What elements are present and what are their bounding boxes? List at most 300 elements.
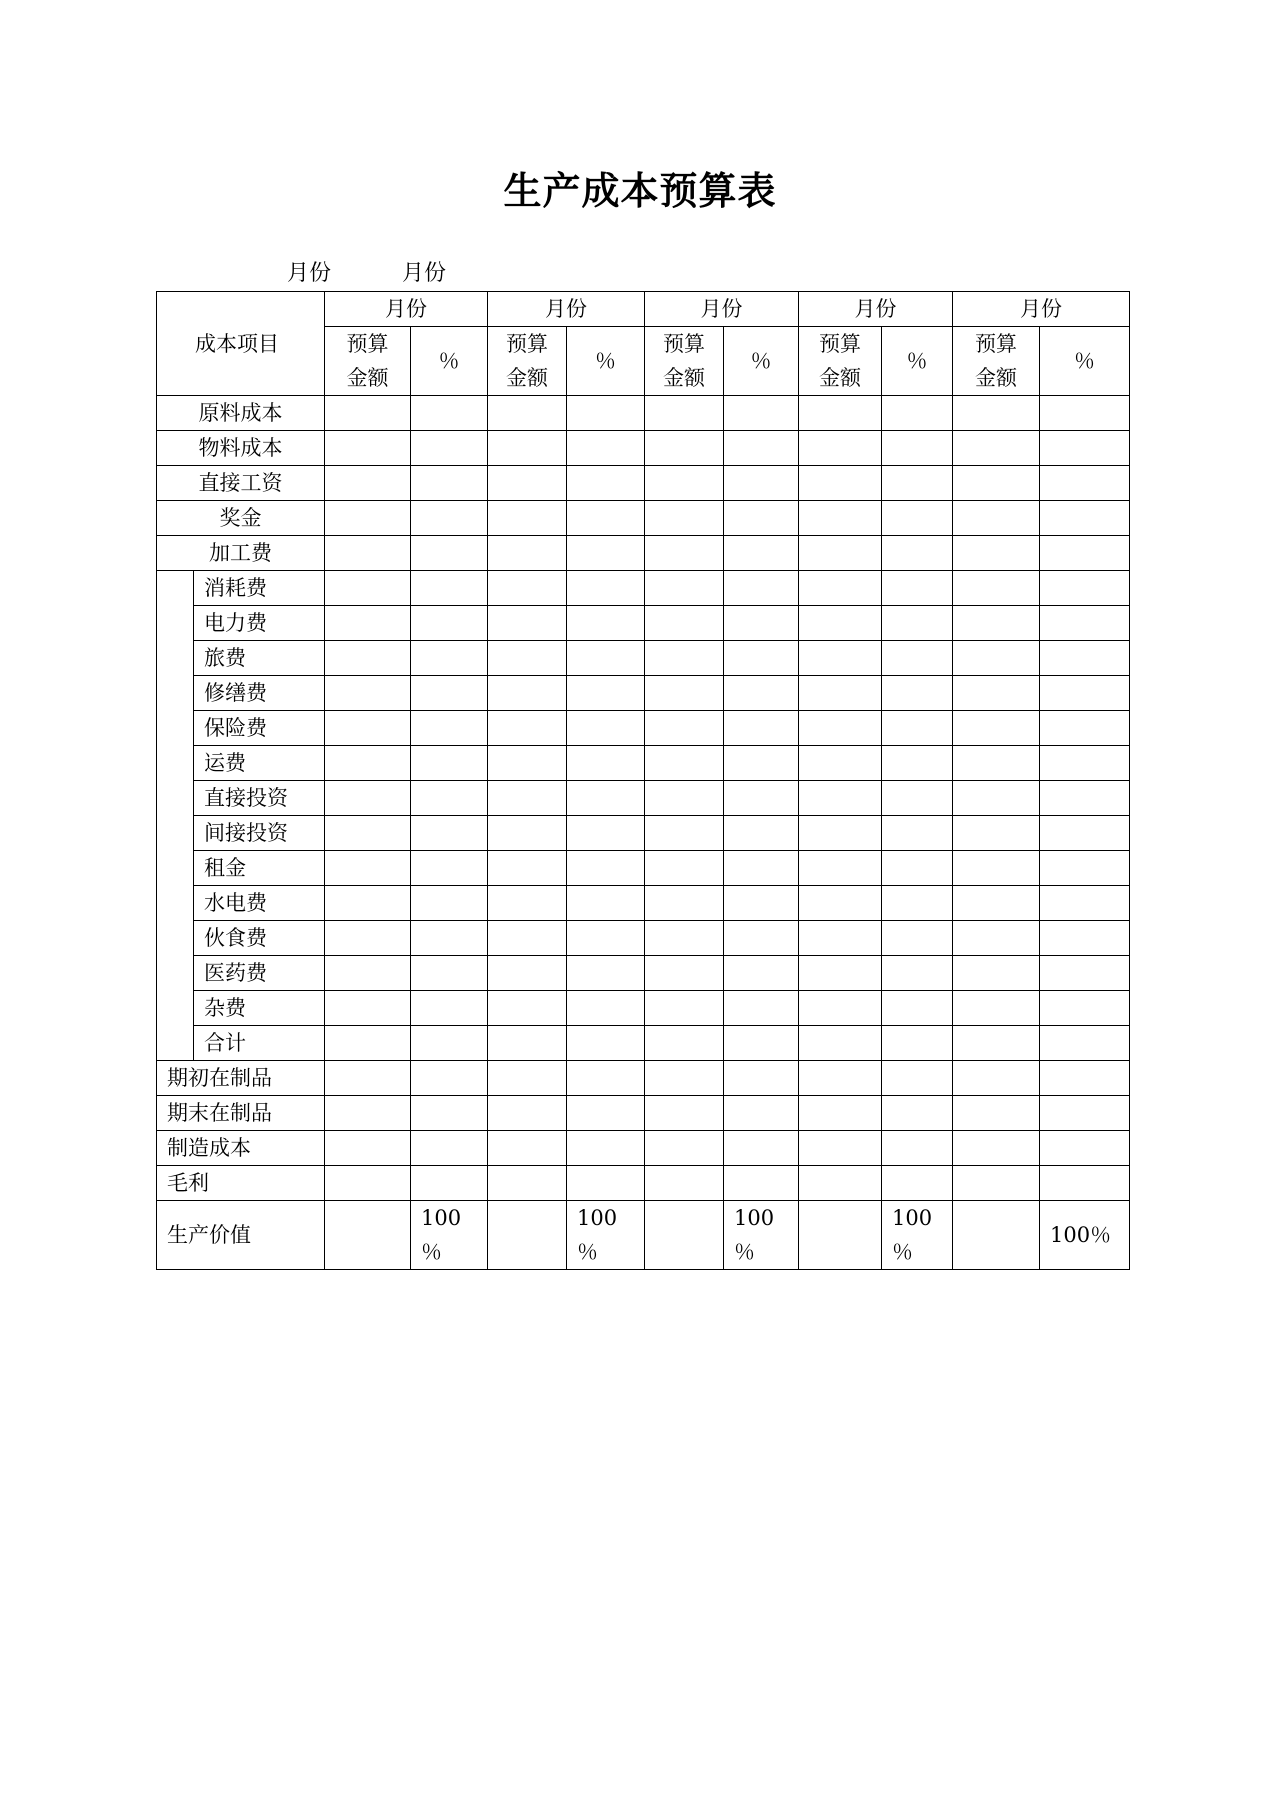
table-cell[interactable] [488,571,567,606]
row-label: 生产价值 [157,1201,325,1270]
table-cell[interactable] [567,886,645,921]
table-cell[interactable] [724,536,799,571]
row-label: 期末在制品 [157,1096,325,1131]
table-cell[interactable] [882,1061,953,1096]
table-cell[interactable] [645,781,724,816]
table-cell[interactable] [953,641,1040,676]
table-cell[interactable] [411,466,488,501]
table-cell[interactable] [953,886,1040,921]
table-row [157,1096,1130,1131]
table-cell[interactable] [1040,1096,1130,1131]
table-cell[interactable] [799,1026,882,1061]
table-cell[interactable] [953,536,1040,571]
table-cell[interactable] [567,956,645,991]
budget-table [156,291,1130,1270]
table-cell[interactable] [567,816,645,851]
table-row [157,991,1130,1026]
table-row [157,641,1130,676]
table-cell[interactable] [325,501,411,536]
row-label: 制造成本 [157,1131,325,1166]
table-cell[interactable] [1040,746,1130,781]
table-row [157,1201,1130,1270]
table-cell[interactable] [645,466,724,501]
table-cell[interactable] [325,921,411,956]
row-label: 合计 [194,1026,325,1061]
table-cell[interactable] [882,851,953,886]
table-cell[interactable] [488,431,567,466]
table-cell[interactable] [645,1096,724,1131]
table-cell[interactable] [567,1096,645,1131]
table-cell[interactable] [488,991,567,1026]
table-cell[interactable] [411,571,488,606]
table-cell[interactable] [799,431,882,466]
table-cell[interactable] [645,886,724,921]
table-cell[interactable] [953,991,1040,1026]
table-cell[interactable] [1040,991,1130,1026]
table-row [157,536,1130,571]
table-cell[interactable] [799,816,882,851]
table-cell[interactable] [799,1201,882,1270]
table-row [157,921,1130,956]
table-cell[interactable] [645,851,724,886]
budget-amount-header: 预算 金额 [645,327,724,396]
table-cell[interactable] [1040,641,1130,676]
table-cell[interactable] [724,991,799,1026]
table-cell[interactable] [488,641,567,676]
table-row [157,781,1130,816]
month-header: 月份 [488,292,645,327]
table-cell[interactable] [488,1201,567,1270]
table-cell[interactable] [645,1201,724,1270]
table-cell[interactable] [567,1026,645,1061]
row-label: 毛利 [157,1166,325,1201]
table-cell[interactable] [325,1096,411,1131]
table-cell[interactable] [411,1061,488,1096]
table-cell[interactable] [488,1061,567,1096]
table-row [157,1061,1130,1096]
table-cell[interactable] [411,676,488,711]
table-cell[interactable] [724,396,799,431]
table-cell[interactable] [567,536,645,571]
table-cell[interactable] [645,396,724,431]
table-cell[interactable] [488,676,567,711]
table-cell[interactable] [1040,466,1130,501]
table-cell[interactable] [567,396,645,431]
table-row [157,851,1130,886]
table-cell[interactable] [325,466,411,501]
table-cell[interactable] [645,1026,724,1061]
table-cell[interactable] [411,501,488,536]
table-row [157,711,1130,746]
table-row [157,886,1130,921]
percent-header: ％ [411,327,488,396]
table-cell[interactable] [567,501,645,536]
table-cell[interactable] [411,1131,488,1166]
table-row [157,1131,1130,1166]
table-cell[interactable] [953,851,1040,886]
table-cell[interactable] [325,676,411,711]
table-row [157,431,1130,466]
table-cell[interactable] [799,1166,882,1201]
table-cell[interactable] [567,746,645,781]
table-cell[interactable] [567,676,645,711]
table-cell[interactable] [724,1026,799,1061]
table-cell[interactable] [567,571,645,606]
table-cell[interactable] [325,1131,411,1166]
table-cell[interactable] [882,431,953,466]
table-cell[interactable] [724,781,799,816]
table-cell[interactable] [1040,1166,1130,1201]
table-cell[interactable] [953,1026,1040,1061]
table-cell[interactable] [724,1131,799,1166]
cost-item-header: 成本项目 [157,292,325,396]
table-cell[interactable] [411,431,488,466]
table-cell[interactable] [1040,1131,1130,1166]
table-cell[interactable] [645,1166,724,1201]
table-row [157,396,1130,431]
table-cell[interactable] [645,921,724,956]
row-label: 期初在制品 [157,1061,325,1096]
table-cell[interactable] [882,746,953,781]
table-cell[interactable] [1040,851,1130,886]
table-row [157,816,1130,851]
table-cell[interactable] [799,1131,882,1166]
month-header: 月份 [799,292,953,327]
table-cell[interactable] [325,711,411,746]
table-cell[interactable] [325,536,411,571]
table-cell[interactable] [799,676,882,711]
table-cell[interactable] [724,921,799,956]
percent-header: ％ [567,327,645,396]
period-label-2: 月份 [402,261,447,286]
table-cell[interactable] [645,1131,724,1166]
table-cell[interactable] [411,1026,488,1061]
table-cell[interactable] [325,1026,411,1061]
row-label: 间接投资 [194,816,325,851]
table-cell[interactable] [1040,956,1130,991]
table-cell[interactable] [645,816,724,851]
table-cell[interactable] [488,606,567,641]
table-cell[interactable] [799,711,882,746]
table-cell[interactable] [567,431,645,466]
row-label: 直接投资 [194,781,325,816]
table-cell[interactable] [724,956,799,991]
table-cell[interactable] [645,536,724,571]
table-cell[interactable] [953,466,1040,501]
table-cell[interactable] [882,641,953,676]
table-cell[interactable] [645,571,724,606]
table-cell[interactable] [882,1096,953,1131]
table-cell[interactable] [953,1166,1040,1201]
table-cell[interactable] [645,676,724,711]
month-header: 月份 [325,292,488,327]
percent-value: 100 ％ [724,1201,799,1270]
row-label: 直接工资 [157,466,325,501]
table-cell[interactable] [488,536,567,571]
table-cell[interactable] [799,886,882,921]
table-cell[interactable] [325,606,411,641]
table-cell[interactable] [882,921,953,956]
table-cell[interactable] [488,746,567,781]
table-cell[interactable] [567,851,645,886]
table-cell[interactable] [882,536,953,571]
table-cell[interactable] [488,781,567,816]
table-cell[interactable] [1040,1026,1130,1061]
table-cell[interactable] [799,501,882,536]
budget-amount-header: 预算 金额 [799,327,882,396]
table-row [157,501,1130,536]
month-header: 月份 [953,292,1130,327]
table-cell[interactable] [953,781,1040,816]
table-cell[interactable] [724,816,799,851]
table-cell[interactable] [1040,431,1130,466]
table-cell[interactable] [488,851,567,886]
table-cell[interactable] [1040,536,1130,571]
table-cell[interactable] [882,1166,953,1201]
budget-amount-header: 预算 金额 [953,327,1040,396]
table-cell[interactable] [488,886,567,921]
table-cell[interactable] [488,956,567,991]
row-label: 水电费 [194,886,325,921]
table-cell[interactable] [953,1201,1040,1270]
table-cell[interactable] [411,396,488,431]
table-cell[interactable] [882,466,953,501]
table-cell[interactable] [325,1061,411,1096]
percent-value: 100 ％ [567,1201,645,1270]
table-cell[interactable] [488,1166,567,1201]
table-cell[interactable] [567,711,645,746]
table-cell[interactable] [645,991,724,1026]
table-cell[interactable] [953,1096,1040,1131]
table-cell[interactable] [799,396,882,431]
table-cell[interactable] [799,1096,882,1131]
sub-item-group-indent [157,571,194,1061]
table-cell[interactable] [724,851,799,886]
table-cell[interactable] [799,1061,882,1096]
table-cell[interactable] [325,991,411,1026]
table-cell[interactable] [411,1166,488,1201]
table-cell[interactable] [882,816,953,851]
table-cell[interactable] [411,1096,488,1131]
table-cell[interactable] [882,1026,953,1061]
table-row [157,676,1130,711]
table-cell[interactable] [953,711,1040,746]
table-cell[interactable] [567,641,645,676]
table-cell[interactable] [645,501,724,536]
row-label: 伙食费 [194,921,325,956]
table-cell[interactable] [882,396,953,431]
table-cell[interactable] [1040,781,1130,816]
table-cell[interactable] [325,396,411,431]
table-cell[interactable] [953,431,1040,466]
month-header: 月份 [645,292,799,327]
table-cell[interactable] [411,606,488,641]
table-cell[interactable] [724,1061,799,1096]
table-cell[interactable] [411,781,488,816]
table-cell[interactable] [724,676,799,711]
budget-amount-header: 预算 金额 [488,327,567,396]
table-cell[interactable] [411,886,488,921]
table-cell[interactable] [953,921,1040,956]
table-cell[interactable] [799,851,882,886]
table-row [157,956,1130,991]
table-cell[interactable] [411,536,488,571]
table-cell[interactable] [882,886,953,921]
table-cell[interactable] [567,466,645,501]
table-cell[interactable] [799,991,882,1026]
table-cell[interactable] [1040,676,1130,711]
table-cell[interactable] [799,781,882,816]
table-cell[interactable] [325,641,411,676]
table-cell[interactable] [411,641,488,676]
table-cell[interactable] [645,956,724,991]
table-cell[interactable] [567,991,645,1026]
table-cell[interactable] [953,606,1040,641]
table-cell[interactable] [953,746,1040,781]
table-cell[interactable] [953,501,1040,536]
table-cell[interactable] [724,571,799,606]
table-cell[interactable] [882,606,953,641]
table-cell[interactable] [882,1131,953,1166]
row-label: 杂费 [194,991,325,1026]
table-cell[interactable] [488,1131,567,1166]
table-cell[interactable] [1040,1061,1130,1096]
table-cell[interactable] [567,1131,645,1166]
row-label: 消耗费 [194,571,325,606]
table-cell[interactable] [488,816,567,851]
table-cell[interactable] [724,1166,799,1201]
table-cell[interactable] [325,571,411,606]
table-cell[interactable] [645,641,724,676]
table-cell[interactable] [882,676,953,711]
percent-header: ％ [882,327,953,396]
table-cell[interactable] [411,816,488,851]
table-cell[interactable] [724,1096,799,1131]
table-cell[interactable] [488,1026,567,1061]
table-cell[interactable] [799,466,882,501]
table-cell[interactable] [411,851,488,886]
table-cell[interactable] [645,431,724,466]
table-cell[interactable] [411,746,488,781]
table-cell[interactable] [1040,571,1130,606]
table-cell[interactable] [724,431,799,466]
percent-header: ％ [1040,327,1130,396]
table-cell[interactable] [1040,501,1130,536]
table-cell[interactable] [325,956,411,991]
table-cell[interactable] [799,956,882,991]
row-label: 修缮费 [194,676,325,711]
table-cell[interactable] [645,746,724,781]
table-cell[interactable] [411,991,488,1026]
table-cell[interactable] [799,606,882,641]
table-cell[interactable] [488,921,567,956]
table-cell[interactable] [325,851,411,886]
table-cell[interactable] [724,641,799,676]
table-cell[interactable] [1040,396,1130,431]
table-cell[interactable] [567,606,645,641]
table-row [157,1026,1130,1061]
table-cell[interactable] [1040,921,1130,956]
table-cell[interactable] [567,781,645,816]
table-cell[interactable] [1040,816,1130,851]
table-cell[interactable] [724,606,799,641]
table-cell[interactable] [799,746,882,781]
table-cell[interactable] [1040,886,1130,921]
table-cell[interactable] [953,676,1040,711]
table-cell[interactable] [1040,606,1130,641]
table-cell[interactable] [724,466,799,501]
table-cell[interactable] [882,956,953,991]
table-cell[interactable] [724,886,799,921]
table-cell[interactable] [488,1096,567,1131]
table-cell[interactable] [882,991,953,1026]
table-cell[interactable] [325,816,411,851]
table-cell[interactable] [882,501,953,536]
table-cell[interactable] [953,956,1040,991]
table-cell[interactable] [799,571,882,606]
table-cell[interactable] [882,571,953,606]
row-label: 运费 [194,746,325,781]
page-title: 生产成本预算表 [503,169,777,213]
table-cell[interactable] [567,1061,645,1096]
table-cell[interactable] [724,746,799,781]
table-cell[interactable] [799,921,882,956]
table-cell[interactable] [882,711,953,746]
table-row [157,606,1130,641]
table-cell[interactable] [325,431,411,466]
table-cell[interactable] [953,1131,1040,1166]
table-cell[interactable] [567,1166,645,1201]
table-cell[interactable] [953,1061,1040,1096]
budget-amount-header: 预算 金额 [325,327,411,396]
percent-header: ％ [724,327,799,396]
row-label: 旅费 [194,641,325,676]
table-cell[interactable] [953,816,1040,851]
table-cell[interactable] [325,1166,411,1201]
row-label: 原料成本 [157,396,325,431]
table-cell[interactable] [724,711,799,746]
table-cell[interactable] [799,536,882,571]
table-cell[interactable] [953,396,1040,431]
table-cell[interactable] [1040,711,1130,746]
table-cell[interactable] [325,746,411,781]
table-cell[interactable] [488,396,567,431]
row-label: 保险费 [194,711,325,746]
table-cell[interactable] [488,466,567,501]
table-cell[interactable] [882,781,953,816]
table-cell[interactable] [411,956,488,991]
table-cell[interactable] [953,571,1040,606]
table-cell[interactable] [411,921,488,956]
row-label: 医药费 [194,956,325,991]
table-cell[interactable] [567,921,645,956]
table-cell[interactable] [325,781,411,816]
table-cell[interactable] [325,886,411,921]
table-cell[interactable] [724,501,799,536]
row-label: 物料成本 [157,431,325,466]
table-cell[interactable] [411,711,488,746]
table-cell[interactable] [645,606,724,641]
table-cell[interactable] [799,641,882,676]
table-cell[interactable] [645,711,724,746]
table-cell[interactable] [645,1061,724,1096]
table-row [157,571,1130,606]
table-row [157,746,1130,781]
table-cell[interactable] [325,1201,411,1270]
table-cell[interactable] [488,501,567,536]
percent-value: 100 ％ [882,1201,953,1270]
table-cell[interactable] [488,711,567,746]
